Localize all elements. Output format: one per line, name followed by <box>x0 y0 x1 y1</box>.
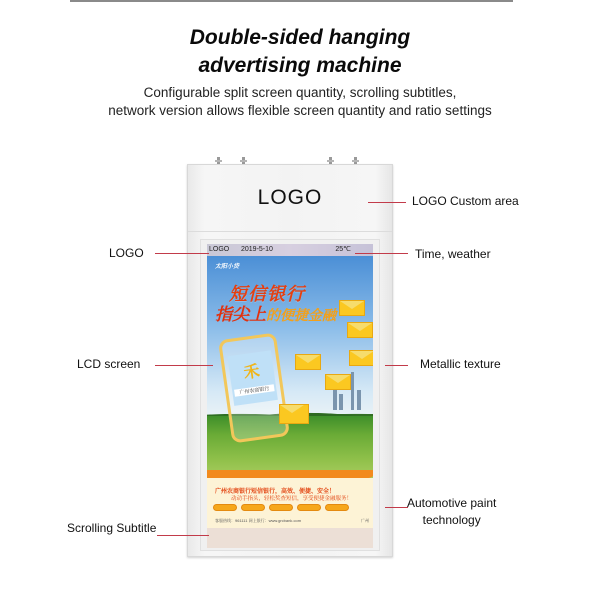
leader-line <box>385 507 408 508</box>
callout-automotive-paint <box>407 495 496 529</box>
bank-logo-icon: 禾 <box>242 363 261 383</box>
envelope-icon <box>339 300 365 316</box>
service-pill <box>269 504 293 511</box>
service-pill <box>241 504 265 511</box>
page-title-line1: Double-sided hanging <box>189 26 411 49</box>
lcd-screen <box>207 244 373 548</box>
callout-automotive-paint-line2: technology <box>422 513 481 527</box>
logo-area-text: LOGO <box>257 186 323 209</box>
status-date: 2019-5-10 <box>241 246 273 253</box>
envelope-icon <box>325 374 351 390</box>
logo-custom-area <box>188 165 392 232</box>
leader-line <box>385 365 408 366</box>
phone-bank-name: 广州农商银行 <box>234 384 275 396</box>
promo-footer-right: 广州 <box>361 518 369 523</box>
callout-time-weather: Time, weather <box>415 247 491 261</box>
service-pill <box>213 504 237 511</box>
scrolling-subtitle-bar <box>207 528 373 548</box>
leader-line <box>155 253 209 254</box>
promo-footer: 客服热线：961111 网上银行：www.grcbank.com <box>215 518 302 523</box>
brand-logo: 太阳小贷 <box>215 264 240 270</box>
promo-line2: 动动手指头，轻松奖查短信，享受便捷金融服务！ <box>231 496 353 502</box>
promo-panel <box>207 478 373 548</box>
envelope-icon <box>279 404 309 424</box>
top-divider <box>70 0 513 2</box>
ad-headline-line1: 短信银行 <box>229 284 305 304</box>
leader-line <box>157 535 209 536</box>
leader-line <box>155 365 213 366</box>
service-pill <box>297 504 321 511</box>
ad-headline-part-a: 指尖上 <box>215 305 266 324</box>
callout-metallic-texture: Metallic texture <box>420 357 501 371</box>
status-logo: LOGO <box>209 246 230 253</box>
service-pill <box>325 504 349 511</box>
envelope-icon <box>295 354 321 370</box>
status-bar <box>207 244 373 256</box>
envelope-icon <box>347 322 373 338</box>
subtitle-line2: network version allows flexible screen quantity and ratio settings <box>108 103 492 118</box>
callout-automotive-paint-line1: Automotive paint <box>407 496 497 510</box>
callout-logo: LOGO <box>109 246 144 260</box>
callout-logo-custom-area: LOGO Custom area <box>412 194 519 208</box>
leader-line <box>355 253 408 254</box>
leader-line <box>368 202 406 203</box>
service-buttons <box>213 504 349 511</box>
phone-screen <box>227 350 278 406</box>
ad-headline-line2 <box>215 300 336 325</box>
page-title-line2: advertising machine <box>198 54 402 77</box>
status-temperature: 25℃ <box>335 246 351 253</box>
ad-headline-part-b: 的便捷金融 <box>266 307 336 323</box>
subtitle-line1: Configurable split screen quantity, scrolling subtitles, <box>143 85 457 100</box>
callout-scrolling-subtitle: Scrolling Subtitle <box>67 521 157 535</box>
city-tower <box>351 372 354 410</box>
callout-lcd-screen: LCD screen <box>77 357 141 371</box>
envelope-icon <box>349 350 373 366</box>
city-building <box>357 390 361 410</box>
promo-line1: 广州农商银行短信银行，高效、便捷、安全！ <box>215 489 336 495</box>
